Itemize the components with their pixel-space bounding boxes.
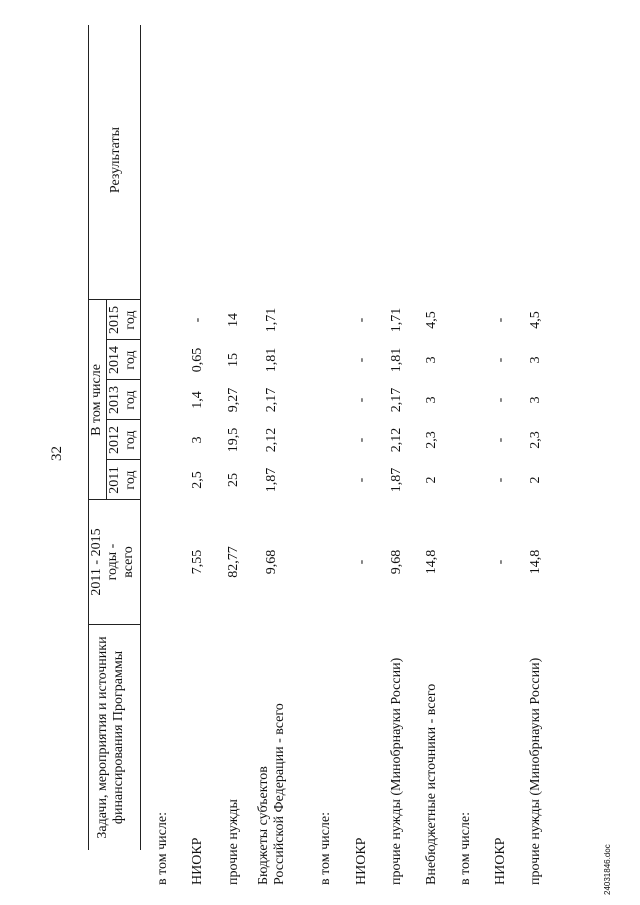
cell-2011: - — [354, 477, 369, 483]
cell-2015: - — [190, 317, 205, 323]
cell-2012: 3 — [190, 436, 205, 444]
header-including: В том числе — [89, 364, 104, 436]
header-total-line1: 2011 - 2015 — [89, 528, 104, 596]
cell-total: 9,68 — [264, 549, 279, 575]
header-year-word-2014: год — [123, 350, 138, 370]
table-row-label: в том числе: — [318, 812, 333, 885]
cell-2015: 1,71 — [264, 307, 279, 333]
cell-2012: 2,3 — [424, 431, 439, 449]
cell-2014: - — [354, 357, 369, 363]
cell-2014: 3 — [424, 356, 439, 364]
cell-2011: 2,5 — [190, 471, 205, 489]
cell-2014: 0,65 — [190, 347, 205, 373]
cell-2012: 2,12 — [389, 427, 404, 453]
header-year-2012: 2012 — [107, 426, 122, 454]
footer-filename: 24031846.doc — [603, 844, 612, 895]
cell-2014: 15 — [226, 353, 241, 367]
cell-2015: 4,5 — [528, 311, 543, 329]
cell-2013: 3 — [528, 396, 543, 404]
header-year-2015: 2015 — [107, 306, 122, 334]
cell-2011: 1,87 — [389, 467, 404, 493]
header-year-2013: 2013 — [107, 386, 122, 414]
header-year-word-2011: год — [123, 470, 138, 490]
header-year-2014: 2014 — [107, 346, 122, 374]
cell-2012: 2,12 — [264, 427, 279, 453]
cell-2013: 2,17 — [264, 387, 279, 413]
table-row-label: НИОКР — [190, 837, 205, 885]
cell-2012: 2,3 — [528, 431, 543, 449]
cell-2011: - — [493, 477, 508, 483]
cell-2011: 1,87 — [264, 467, 279, 493]
table-row-label: НИОКР — [354, 837, 369, 885]
header-results: Результаты — [108, 126, 123, 194]
cell-2013: 2,17 — [389, 387, 404, 413]
cell-2014: - — [493, 357, 508, 363]
cell-2011: 25 — [226, 473, 241, 487]
table-row-label: НИОКР — [493, 837, 508, 885]
cell-total: - — [493, 559, 508, 565]
header-total-line2: годы - — [105, 543, 120, 581]
cell-2015: 1,71 — [389, 307, 404, 333]
cell-2012: - — [493, 437, 508, 443]
cell-2014: 1,81 — [389, 347, 404, 373]
cell-total: 9,68 — [389, 549, 404, 575]
header-bottom-rule — [140, 25, 141, 850]
cell-total: 14,8 — [424, 549, 439, 575]
cell-2012: - — [354, 437, 369, 443]
cell-2011: 2 — [424, 476, 439, 484]
cell-2011: 2 — [528, 476, 543, 484]
cell-2015: 4,5 — [424, 311, 439, 329]
cell-2013: 3 — [424, 396, 439, 404]
cell-2013: - — [493, 397, 508, 403]
table-row-label: в том числе: — [155, 812, 170, 885]
cell-2014: 3 — [528, 356, 543, 364]
table-row-label: Внебюджетные источники - всего — [424, 683, 439, 885]
header-year-word-2015: год — [123, 310, 138, 330]
cell-total: - — [354, 559, 369, 565]
header-total-line3: всего — [121, 546, 136, 578]
cell-2015: - — [354, 317, 369, 323]
cell-2013: 1,4 — [190, 391, 205, 409]
table-row-label: Бюджеты субъектов — [256, 766, 271, 885]
cell-total: 14,8 — [528, 549, 543, 575]
table-row-label: прочие нужды (Минобрнауки России) — [389, 657, 404, 885]
col-divider-task — [88, 624, 140, 625]
cell-total: 7,55 — [190, 549, 205, 575]
cell-2012: 19,5 — [226, 427, 241, 453]
header-year-word-2012: год — [123, 430, 138, 450]
header-year-2011: 2011 — [107, 466, 122, 494]
header-task-line1: Задачи, мероприятия и источники — [95, 636, 110, 839]
cell-2015: - — [493, 317, 508, 323]
cell-2015: 14 — [226, 313, 241, 327]
cell-total: 82,77 — [226, 546, 241, 578]
header-task-line2: финансирования Программы — [111, 650, 126, 825]
table-row-label: прочие нужды — [226, 799, 241, 885]
cell-2013: 9,27 — [226, 387, 241, 413]
cell-2013: - — [354, 397, 369, 403]
page-number: 32 — [49, 446, 65, 461]
header-year-word-2013: год — [123, 390, 138, 410]
table-row-label: прочие нужды (Минобрнауки России) — [528, 657, 543, 885]
table-row-label: в том числе: — [458, 812, 473, 885]
table-row-label-line2: Российской Федерации - всего — [272, 703, 287, 885]
cell-2014: 1,81 — [264, 347, 279, 373]
